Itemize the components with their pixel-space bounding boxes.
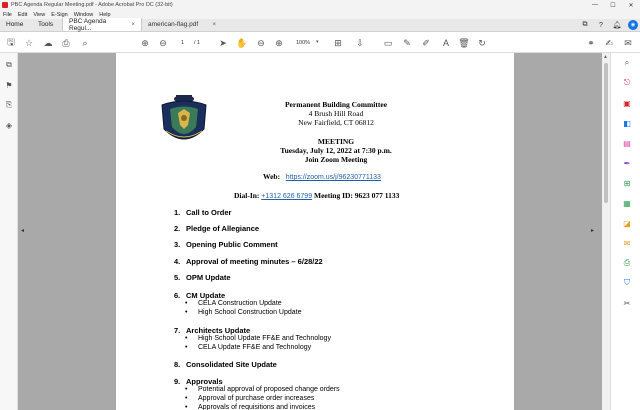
rotate-icon[interactable]: ↻ xyxy=(478,37,486,48)
comment-tool-icon[interactable]: ✉ xyxy=(623,238,631,248)
join-zoom-text: Join Zoom Meeting xyxy=(304,155,368,164)
tab-row-actions xyxy=(580,20,638,30)
more-tools-icon[interactable]: ✂ xyxy=(623,298,631,308)
collapse-left-pane-icon[interactable]: ◂ xyxy=(21,228,25,234)
agenda-subitem: • High School Update FF&E and Technology xyxy=(186,335,331,342)
meeting-id: Meeting ID: 9623 077 1133 xyxy=(313,191,400,200)
page-up-icon[interactable]: ⊕ xyxy=(141,37,149,48)
title-bar xyxy=(0,0,640,10)
share-screen-icon[interactable]: ⧉ xyxy=(582,21,588,28)
left-navigation-pane xyxy=(0,53,18,410)
organize-pages-icon[interactable]: ⊞ xyxy=(623,178,631,188)
notifications-bell-icon[interactable]: 🔔︎ xyxy=(612,22,622,29)
close-window-button[interactable]: ✕ xyxy=(628,2,634,9)
address-line-2: New Fairfield, CT 06812 xyxy=(298,118,374,127)
agenda-subitem: • Potential approval of proposed change orders xyxy=(186,386,340,393)
dial-in-line xyxy=(234,191,399,200)
export-spreadsheet-icon[interactable]: ▦ xyxy=(623,198,631,208)
edit-pdf-icon[interactable]: ▤ xyxy=(623,138,631,148)
tab-tools[interactable]: Tools xyxy=(38,21,54,28)
agenda-item: 6. CM Update xyxy=(174,291,226,300)
dial-in-label: Dial-In: xyxy=(234,191,260,200)
hand-tool-icon[interactable]: ✋ xyxy=(236,37,248,48)
export-pdf-icon[interactable]: ⎋ xyxy=(623,78,631,87)
menu-help[interactable]: Help xyxy=(99,11,111,18)
help-icon[interactable]: ? xyxy=(599,21,603,29)
tab-home[interactable]: Home xyxy=(6,21,24,28)
upload-cloud-icon[interactable]: ☁ xyxy=(43,37,53,48)
agenda-item: 5. OPM Update xyxy=(174,273,231,282)
page-thumbnails-icon[interactable]: ⧉ xyxy=(6,60,12,69)
pen-highlight-icon[interactable]: ✎ xyxy=(403,37,411,48)
meeting-heading: MEETING xyxy=(317,137,355,146)
page-total: / 1 xyxy=(194,40,201,46)
link-icon[interactable]: ⚭ xyxy=(587,37,595,48)
tab-document-flag-label: american-flag.pdf xyxy=(148,21,199,28)
zoom-url-link[interactable]: https://zoom.us/j/96230771133 xyxy=(285,174,381,181)
agenda-item: 3. Opening Public Comment xyxy=(174,240,278,249)
agenda-subitem: • CELA Update FF&E and Technology xyxy=(186,344,311,351)
draw-icon[interactable]: ✐ xyxy=(422,37,430,48)
right-tools-pane xyxy=(610,53,640,410)
web-label: Web: xyxy=(263,172,281,181)
pdf-page xyxy=(116,53,514,410)
layers-icon[interactable]: ◈ xyxy=(5,120,13,130)
tab-document-agenda[interactable] xyxy=(62,18,142,31)
chevron-down-icon[interactable]: ▾ xyxy=(316,39,319,45)
window-title: PBC Agenda Regular Meeting.pdf - Adobe Acrobat Pro DC (32-bit) xyxy=(11,2,173,8)
menu-edit[interactable]: Edit xyxy=(17,11,28,18)
scroll-thumb[interactable] xyxy=(604,63,608,203)
agenda-item: 8. Consolidated Site Update xyxy=(174,360,277,369)
zoom-in-icon[interactable]: ⊕ xyxy=(275,37,283,48)
zoom-out-icon[interactable]: ⊖ xyxy=(257,37,265,48)
document-viewport[interactable] xyxy=(18,53,602,410)
committee-name: Permanent Building Committee xyxy=(284,100,388,109)
print-icon[interactable]: ⎙ xyxy=(62,37,70,48)
dial-in-number-link[interactable]: +1312 626 6799 xyxy=(261,193,313,200)
town-seal-logo xyxy=(158,91,210,149)
search-icon[interactable]: ⌕ xyxy=(624,58,630,67)
menu-file[interactable]: File xyxy=(3,11,12,18)
close-tab-icon[interactable]: × xyxy=(212,21,216,28)
meeting-datetime: Tuesday, July 12, 2022 at 7:30 p.m. xyxy=(280,146,392,155)
sign-icon[interactable]: ✍ xyxy=(605,37,613,48)
agenda-subitem: • High School Construction Update xyxy=(186,309,302,316)
attachments-icon[interactable]: ⎘ xyxy=(5,100,13,109)
vertical-scrollbar[interactable] xyxy=(602,53,610,410)
agenda-item: 2. Pledge of Allegiance xyxy=(174,224,260,233)
agenda-subitem: • Approval of purchase order increases xyxy=(186,395,314,402)
scroll-mode-icon[interactable]: ⇩ xyxy=(356,37,364,48)
page-number-input[interactable]: 1 xyxy=(181,40,185,46)
window-controls xyxy=(586,0,640,10)
agenda-item: 9. Approvals xyxy=(174,377,223,386)
toolbar xyxy=(0,33,640,53)
agenda-subitem: • Approvals of requisitions and invoices xyxy=(186,404,315,410)
agenda-item: 4. Approval of meeting minutes – 6/28/22 xyxy=(174,257,323,266)
comment-icon[interactable]: ▭ xyxy=(383,37,393,48)
scroll-up-icon[interactable]: ▲ xyxy=(603,54,608,60)
close-tab-icon[interactable]: × xyxy=(131,21,135,28)
bookmark-star-icon[interactable]: ☆ xyxy=(24,37,34,48)
acrobat-app-icon xyxy=(2,2,8,8)
tab-row xyxy=(0,19,640,32)
save-icon[interactable]: 🖫 xyxy=(7,37,15,47)
agenda-item: 1. Call to Order xyxy=(174,208,232,217)
print-production-icon[interactable]: ⎙ xyxy=(623,258,631,267)
maximize-button[interactable]: ☐ xyxy=(610,2,616,9)
account-globe-icon[interactable]: ◉ xyxy=(628,20,638,30)
menu-esign[interactable]: E-Sign xyxy=(51,11,68,18)
email-icon[interactable]: ✉ xyxy=(624,37,632,48)
delete-icon[interactable]: 🗑︎ xyxy=(458,37,470,48)
collapse-right-pane-icon[interactable]: ▸ xyxy=(591,228,595,234)
menu-view[interactable]: View xyxy=(33,11,46,18)
agenda-item: 7. Architects Update xyxy=(174,326,251,335)
zoom-search-icon[interactable]: ⌕ xyxy=(82,37,88,48)
select-cursor-icon[interactable]: ➤ xyxy=(219,37,227,48)
tab-document-flag[interactable] xyxy=(142,18,222,31)
agenda-subitem: • CELA Construction Update xyxy=(186,300,282,307)
zoom-level[interactable]: 100% xyxy=(296,40,311,46)
combine-files-icon[interactable]: ◧ xyxy=(623,118,631,128)
text-edit-icon[interactable]: A xyxy=(442,38,449,48)
web-line xyxy=(263,172,381,181)
menu-window[interactable]: Window xyxy=(73,11,94,18)
protect-shield-icon[interactable]: ⛉ xyxy=(624,278,630,287)
address-line-1: 4 Brush Hill Road xyxy=(308,109,364,118)
page-down-icon[interactable]: ⊖ xyxy=(159,37,167,48)
page-fit-icon[interactable]: ⊞ xyxy=(334,37,342,48)
tab-document-agenda-label: PBC Agenda Regul... xyxy=(69,17,107,32)
create-pdf-icon[interactable]: ▣ xyxy=(623,98,631,108)
send-for-review-icon[interactable]: ◪ xyxy=(623,218,631,228)
bookmarks-icon[interactable]: ⚑ xyxy=(5,80,13,90)
fill-sign-icon[interactable]: ✒ xyxy=(623,158,631,168)
minimize-button[interactable]: — xyxy=(592,2,598,8)
